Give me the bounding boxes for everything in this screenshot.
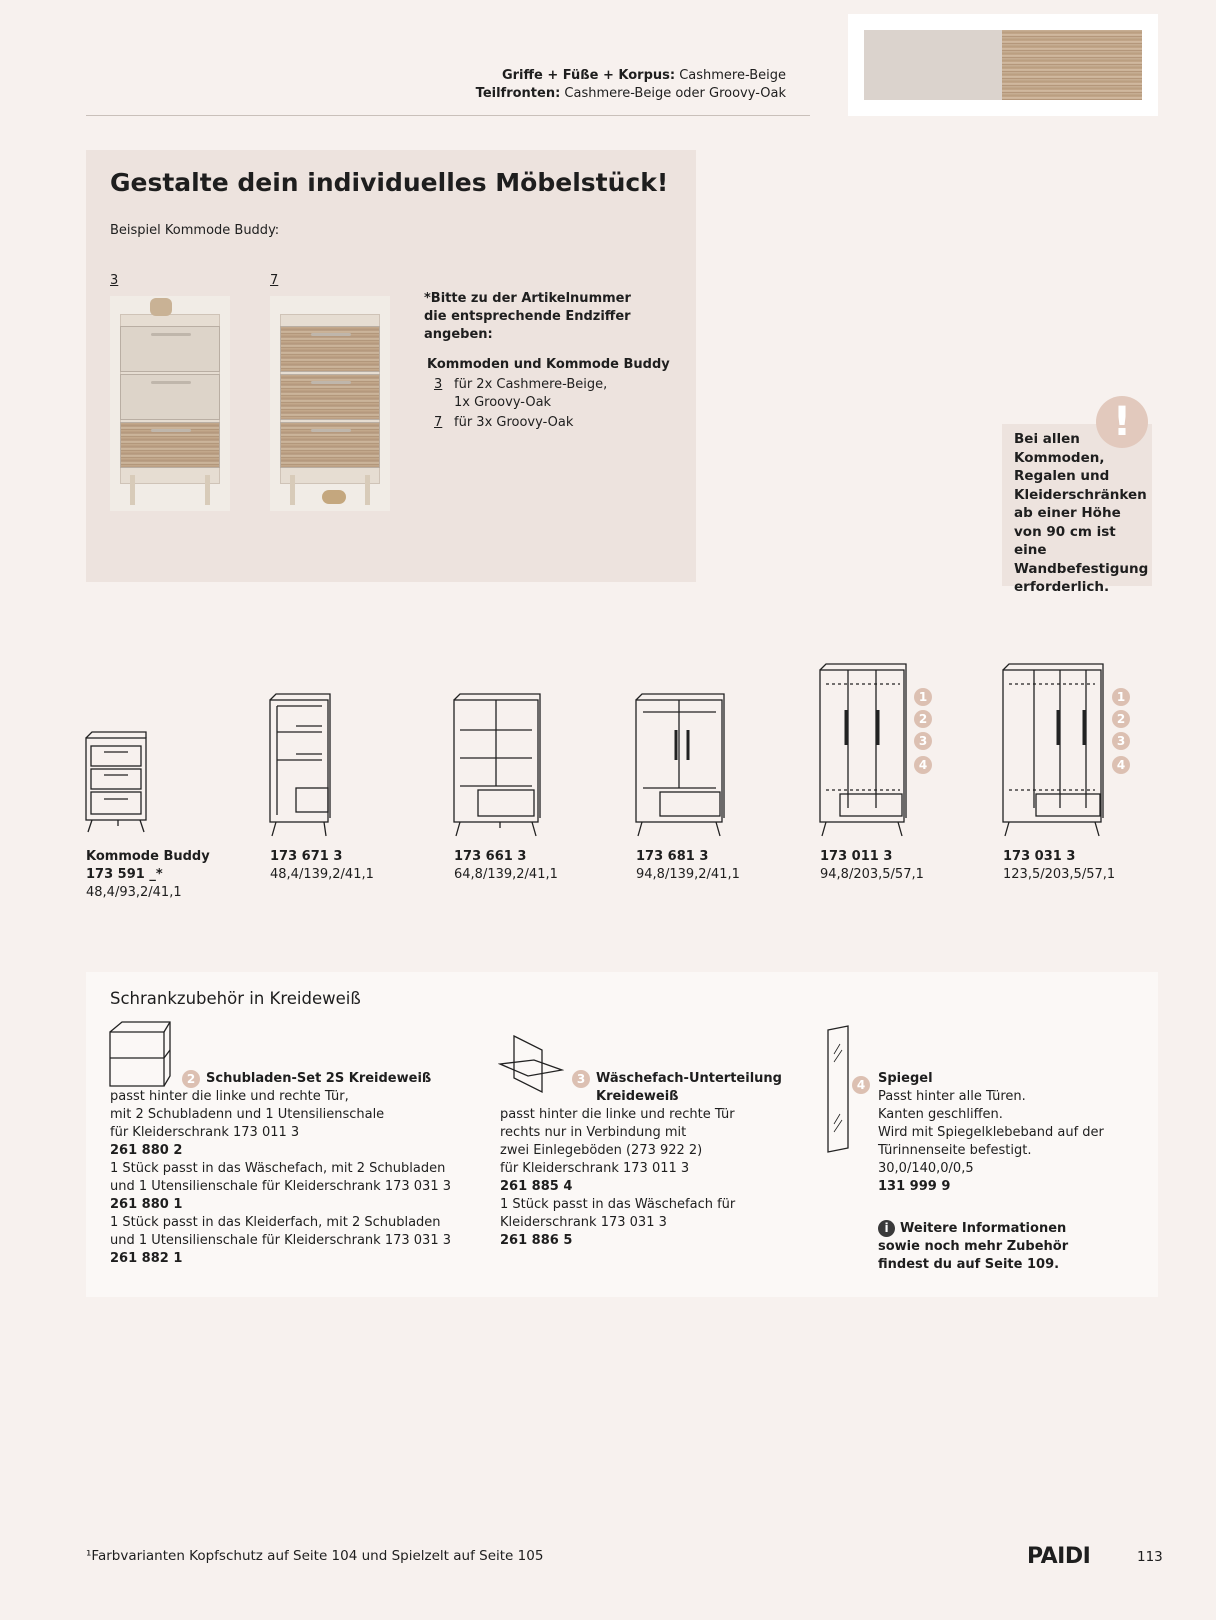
number-badge: 1 <box>1112 688 1130 706</box>
drawing-173-681-3 <box>636 694 724 836</box>
product-article: 173 661 3 <box>454 849 527 864</box>
color-info-value: Cashmere-Beige <box>675 68 786 83</box>
product-article: 173 011 3 <box>820 849 893 864</box>
drawer-set-drawing <box>108 1018 172 1088</box>
info-text: Weitere Informationen sowie noch mehr Zubehör findest du auf Seite 109. <box>878 1221 1069 1272</box>
configurator-box <box>86 150 696 582</box>
configurator-subtitle: Beispiel Kommode Buddy: <box>110 223 280 238</box>
product-article: 173 591 _* <box>86 867 163 882</box>
page-number: 113 <box>1137 1549 1163 1565</box>
product-article: 173 031 3 <box>1003 849 1076 864</box>
number-badge: 3 <box>1112 732 1130 750</box>
accessory-description: passt hinter die linke und rechte Tür, mit 2 Schubladenn und 1 Utensilienschale für Kleiderschrank 173 011 3 261 880 2 1 Stück passt in das Wäschefach, mit 2 Schubladen und 1 Utensilienschale für Kleiderschrank 173 031 3 261 880 1 1 Stück passt in das Kleiderfach, mit 2 Schubladen und 1 Utensilienschale für Kleiderschrank 173 031 3 261 882 1 <box>110 1089 451 1266</box>
swatch-groovy-oak <box>1002 30 1142 100</box>
example-number: 7 <box>270 273 279 288</box>
accessory-description: Spiegel Passt hinter alle Türen. Kanten geschliffen. Wird mit Spiegelklebeband auf der Türinnenseite befestigt. 30,0/140,0/0,5 131 999 9 <box>878 1071 1104 1194</box>
product-dims: 123,5/203,5/57,1 <box>1003 867 1116 882</box>
footnote: ¹Farbvarianten Kopfschutz auf Seite 104 und Spielzelt auf Seite 105 <box>86 1548 544 1564</box>
option-number: 7 <box>434 415 443 430</box>
example-number: 3 <box>110 273 119 288</box>
exclamation-icon: ! <box>1096 396 1148 448</box>
accessory-title: Schubladen-Set 2S Kreideweiß <box>206 1071 432 1086</box>
notice-text: Bei allen Kommoden, Regalen und Kleiderschränken ab einer Höhe von 90 cm ist eine Wandbefestigung erforderlich. <box>1014 431 1149 595</box>
drawing-kommode-buddy <box>86 732 146 832</box>
paidi-logo: PAIDI <box>1027 1544 1091 1569</box>
color-info-label: Griffe + Füße + Korpus: <box>501 68 676 83</box>
color-info <box>186 67 786 103</box>
color-swatch-card <box>848 14 1158 116</box>
configurator-title: Gestalte dein individuelles Möbelstück! <box>110 168 669 197</box>
header-divider <box>86 115 810 116</box>
product-photo-variant-3 <box>110 296 230 511</box>
info-icon: i <box>878 1220 895 1237</box>
product-article: 173 681 3 <box>636 849 709 864</box>
endziffer-hint: *Bitte zu der Artikelnummer die entsprechende Endziffer angeben: <box>424 291 631 342</box>
accessory-description: passt hinter die linke und rechte Tür rechts nur in Verbindung mit zwei Einlegeböden (273 922 2) für Kleiderschrank 173 011 3 261 885 4 1 Stück passt in das Wäschefach für Kleiderschrank 173 031 3 261 886 5 <box>500 1107 736 1248</box>
drawing-173-031-3 <box>1003 664 1103 836</box>
product-dims: 48,4/93,2/41,1 <box>86 885 182 900</box>
accessories-section <box>86 972 1158 1297</box>
number-badge: 4 <box>852 1076 870 1094</box>
drawing-173-671-3 <box>270 694 330 836</box>
number-badge: 4 <box>1112 756 1130 774</box>
number-badge: 4 <box>914 756 932 774</box>
mirror-drawing <box>826 1024 852 1154</box>
product-dims: 64,8/139,2/41,1 <box>454 867 558 882</box>
option-group-title: Kommoden und Kommode Buddy <box>427 357 670 372</box>
drawing-173-661-3 <box>454 694 540 836</box>
number-badge: 2 <box>1112 710 1130 728</box>
number-badge: 3 <box>572 1070 590 1088</box>
number-badge: 2 <box>182 1070 200 1088</box>
product-caption <box>270 848 374 884</box>
product-caption <box>820 848 924 884</box>
product-caption <box>86 848 210 902</box>
product-dims: 94,8/139,2/41,1 <box>636 867 740 882</box>
option-text: für 3x Groovy-Oak <box>454 415 574 430</box>
product-caption <box>454 848 558 884</box>
number-badge: 3 <box>914 732 932 750</box>
drawing-173-011-3 <box>820 664 906 836</box>
product-article: 173 671 3 <box>270 849 343 864</box>
number-badge: 2 <box>914 710 932 728</box>
product-line-drawings <box>0 660 1216 845</box>
color-info-value: Cashmere-Beige oder Groovy-Oak <box>560 86 786 101</box>
accessory-title: Wäschefach-Unterteilung Kreideweiß <box>596 1071 782 1104</box>
option-text: für 2x Cashmere-Beige, 1x Groovy-Oak <box>454 377 608 410</box>
product-name: Kommode Buddy <box>86 849 210 864</box>
color-info-label: Teilfronten: <box>475 86 561 101</box>
product-dims: 48,4/139,2/41,1 <box>270 867 374 882</box>
product-caption <box>636 848 740 884</box>
number-badge: 1 <box>914 688 932 706</box>
swatch-cashmere-beige <box>864 30 1004 100</box>
product-dims: 94,8/203,5/57,1 <box>820 867 924 882</box>
product-caption <box>1003 848 1115 884</box>
divider-drawing <box>498 1034 564 1094</box>
product-photo-variant-7 <box>270 296 390 511</box>
option-number: 3 <box>434 377 443 392</box>
accessories-title: Schrankzubehör in Kreideweiß <box>110 989 361 1008</box>
